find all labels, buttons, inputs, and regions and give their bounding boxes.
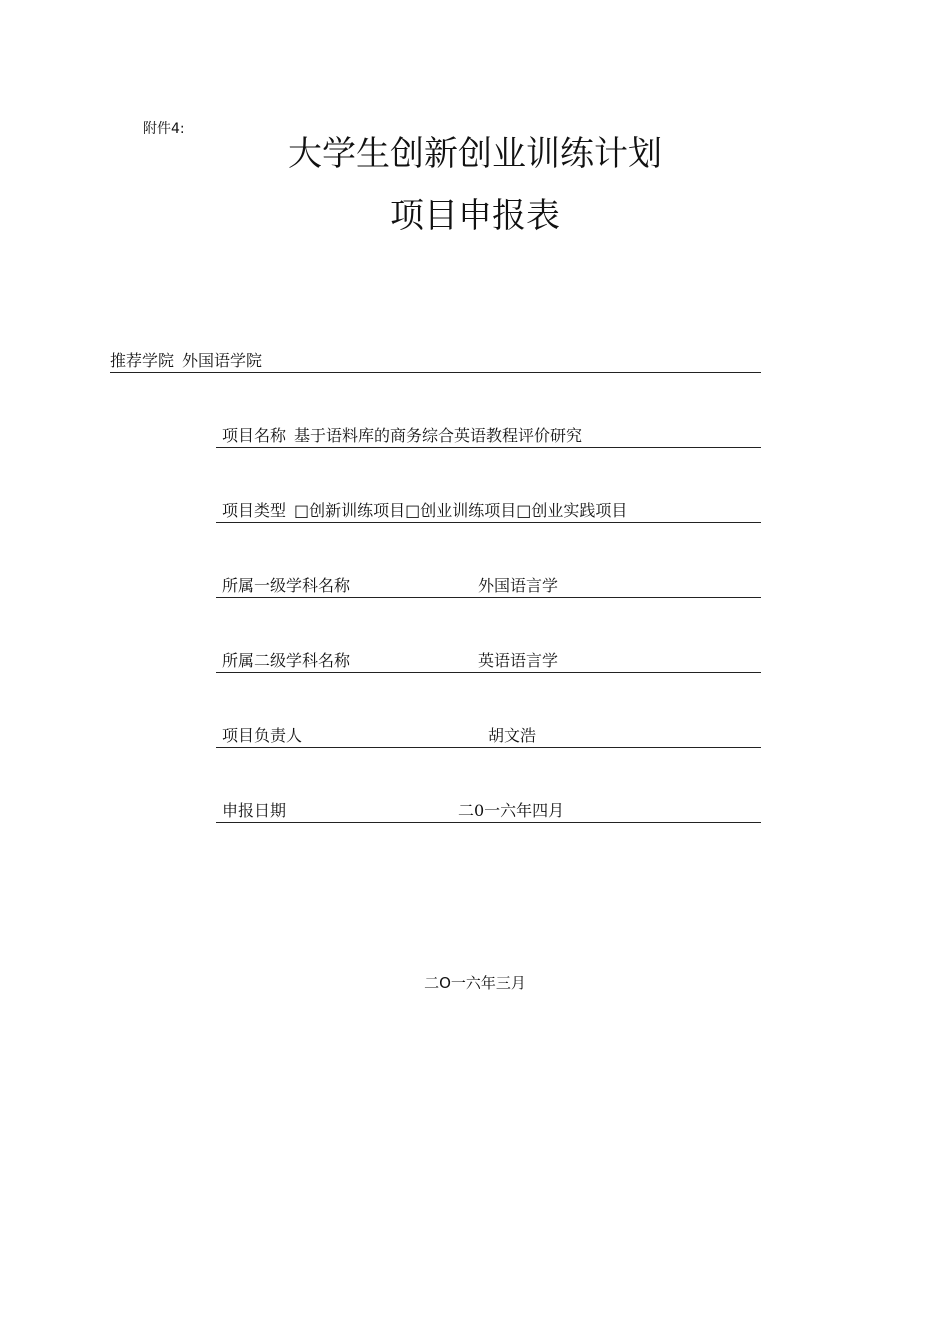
leader-value: 胡文浩	[488, 726, 537, 745]
project-type-field	[216, 500, 761, 523]
document-subtitle: 项目申报表	[390, 196, 560, 236]
leader-field	[216, 725, 761, 748]
project-name-field	[216, 425, 761, 448]
college-value: 外国语学院	[182, 351, 263, 370]
report-date-label: 申报日期	[222, 801, 287, 820]
attachment-label: 附件4:	[143, 121, 185, 137]
report-date-value: 二0一六年四月	[458, 801, 565, 820]
document-title: 大学生创新创业训练计划	[288, 134, 662, 174]
primary-discipline-label: 所属一级学科名称	[222, 576, 351, 595]
project-type-value: □创新训练项目□创业训练项目□创业实践项目	[294, 501, 628, 520]
primary-discipline-value: 外国语言学	[478, 576, 559, 595]
college-label: 推荐学院	[110, 351, 175, 370]
report-date-field	[216, 800, 761, 823]
college-field	[110, 350, 761, 373]
leader-label: 项目负责人	[222, 726, 303, 745]
secondary-discipline-field	[216, 650, 761, 673]
primary-discipline-field	[216, 575, 761, 598]
project-type-label: 项目类型	[222, 501, 287, 520]
secondary-discipline-value: 英语语言学	[478, 651, 559, 670]
secondary-discipline-label: 所属二级学科名称	[222, 651, 351, 670]
project-name-value: 基于语料库的商务综合英语教程评价研究	[294, 426, 583, 445]
project-name-label: 项目名称	[222, 426, 287, 445]
footer-date: 二O一六年三月	[424, 974, 526, 992]
